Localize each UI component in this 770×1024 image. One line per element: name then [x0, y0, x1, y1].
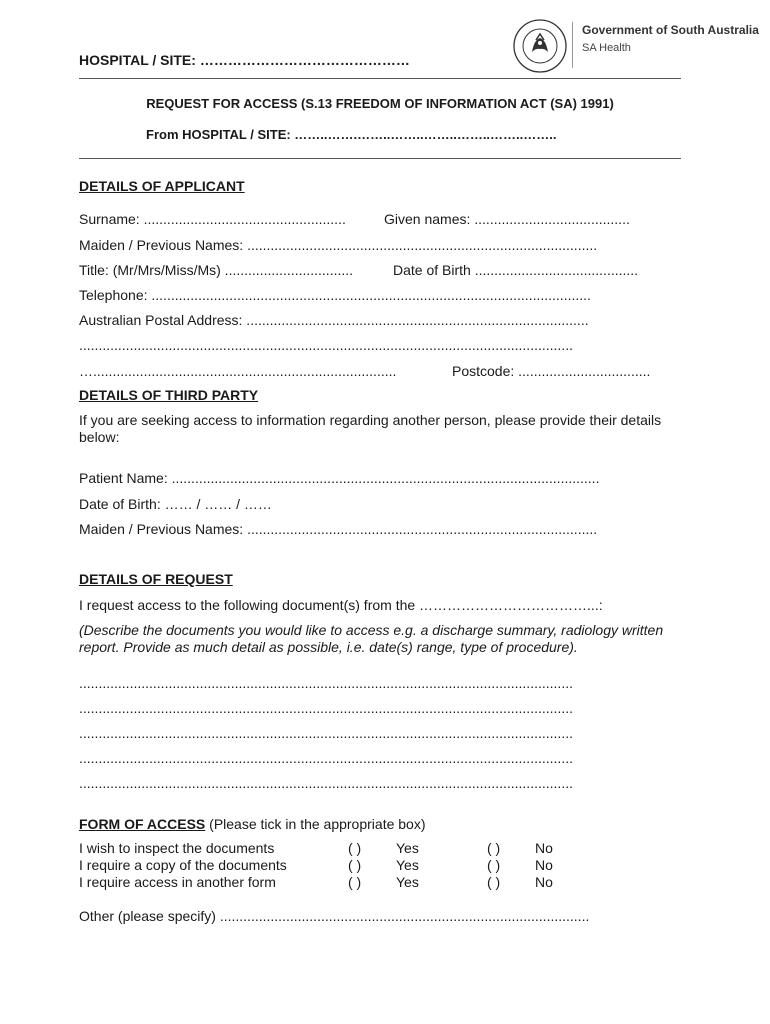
applicant-maiden-field[interactable]: Maiden / Previous Names: .......................................................................................... [79, 237, 598, 253]
form-of-access-header [79, 816, 426, 832]
request-line-2[interactable]: ............................................................................................................................... [79, 700, 573, 716]
address-line-3[interactable]: ….............................................................................. [79, 363, 397, 379]
request-line-4[interactable]: ............................................................................................................................... [79, 750, 573, 766]
access-option-label-copy: I require a copy of the documents [79, 857, 287, 873]
given-names-field[interactable]: Given names: ........................................ [384, 211, 630, 227]
government-name: Government of South Australia [582, 23, 759, 37]
postal-address-field[interactable]: Australian Postal Address: ........................................................................................ [79, 312, 589, 328]
header-divider [79, 78, 681, 79]
other-form-no-label: No [535, 874, 553, 890]
title-field[interactable]: Title: (Mr/Mrs/Miss/Ms) ................................. [79, 262, 354, 278]
access-option-label-other-form: I require access in another form [79, 874, 276, 890]
access-option-label-inspect: I wish to inspect the documents [79, 840, 275, 856]
surname-field[interactable]: Surname: .................................................... [79, 211, 346, 227]
form-of-access-instruction: (Please tick in the appropriate box) [205, 816, 426, 832]
address-line-2[interactable]: ............................................................................................................................... [79, 337, 573, 353]
third-party-intro: If you are seeking access to information regarding another person, please provide their details below: [79, 412, 662, 445]
applicant-dob-field[interactable]: Date of Birth .......................................... [393, 262, 639, 278]
from-hospital-field[interactable]: From HOSPITAL / SITE: ……..…….……..……..……..……..……..…….. [146, 127, 557, 142]
form-title: REQUEST FOR ACCESS (S.13 FREEDOM OF INFORMATION ACT (SA) 1991) [146, 96, 614, 111]
copy-yes-label: Yes [396, 857, 419, 873]
inspect-yes-label: Yes [396, 840, 419, 856]
inspect-yes-checkbox[interactable]: ( ) [348, 840, 362, 856]
copy-yes-checkbox[interactable]: ( ) [348, 857, 362, 873]
patient-maiden-field[interactable]: Maiden / Previous Names: .......................................................................................... [79, 521, 598, 537]
telephone-field[interactable]: Telephone: ................................................................................................................. [79, 287, 591, 303]
inspect-no-checkbox[interactable]: ( ) [487, 840, 501, 856]
other-form-no-checkbox[interactable]: ( ) [487, 874, 501, 890]
other-specify-field[interactable]: Other (please specify) ............................................................................................... [79, 908, 590, 924]
copy-no-label: No [535, 857, 553, 873]
inspect-no-label: No [535, 840, 553, 856]
copy-no-checkbox[interactable]: ( ) [487, 857, 501, 873]
request-description-hint: (Describe the documents you would like to access e.g. a discharge summary, radiology written report. Provide as much detail as possible, i.e. date(s) range, type of procedure). [79, 622, 664, 655]
form-of-access-heading: FORM OF ACCESS [79, 816, 206, 832]
third-party-heading: DETAILS OF THIRD PARTY [79, 387, 259, 403]
postcode-field[interactable]: Postcode: .................................. [452, 363, 651, 379]
sa-government-logo [512, 18, 759, 76]
patient-dob-field[interactable]: Date of Birth: …… / …… / …… [79, 496, 272, 512]
other-form-yes-checkbox[interactable]: ( ) [348, 874, 362, 890]
request-line-5[interactable]: ............................................................................................................................... [79, 775, 573, 791]
other-form-yes-label: Yes [396, 874, 419, 890]
title-divider [79, 158, 681, 159]
applicant-heading: DETAILS OF APPLICANT [79, 178, 245, 194]
hospital-site-field[interactable]: HOSPITAL / SITE: ……………………………………… [79, 52, 410, 68]
logo-divider [572, 22, 573, 68]
department-name: SA Health [582, 42, 631, 54]
request-from-field[interactable]: I request access to the following document(s) from the ………………………………...: [79, 597, 603, 613]
request-line-1[interactable]: ............................................................................................................................... [79, 675, 573, 691]
patient-name-field[interactable]: Patient Name: .............................................................................................................. [79, 470, 600, 486]
state-seal-icon [512, 18, 568, 74]
request-heading: DETAILS OF REQUEST [79, 571, 233, 587]
request-line-3[interactable]: ............................................................................................................................... [79, 725, 573, 741]
